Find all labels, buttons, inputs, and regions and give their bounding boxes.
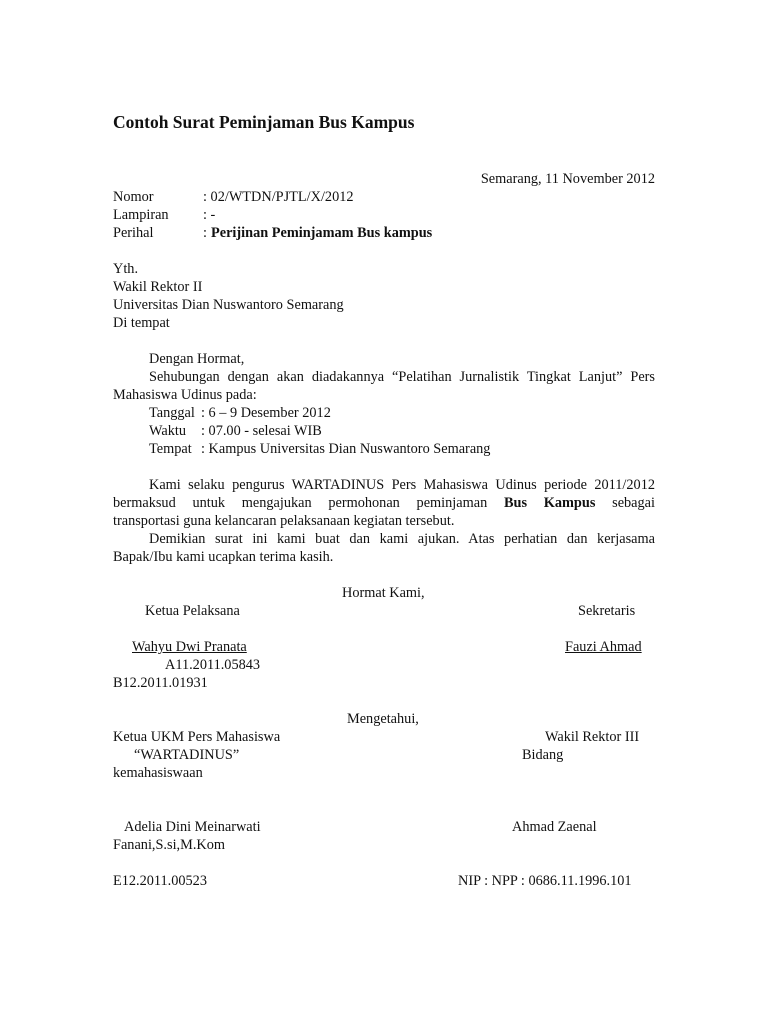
p3-line-1: Demikian surat ini kami buat dan kami ajukan. Atas perhatian dan kerjasama: [149, 531, 655, 547]
ukm-title-line-2: “WARTADINUS”: [134, 747, 240, 763]
tanggal-value: : 6 – 9 Desember 2012: [201, 405, 331, 421]
p2-line-2-post: sebagai: [612, 495, 655, 511]
lampiran-value: : -: [203, 207, 216, 223]
addressee-line-3: Universitas Dian Nuswantoro Semarang: [113, 297, 344, 313]
sekretaris-name: Fauzi Ahmad: [565, 639, 642, 655]
perihal-value: Perijinan Peminjamam Bus kampus: [211, 225, 433, 241]
waktu-value: : 07.00 - selesai WIB: [201, 423, 322, 439]
tanggal-label: Tanggal: [149, 405, 195, 421]
hormat-kami: Hormat Kami,: [342, 585, 425, 601]
addressee-line-2: Wakil Rektor II: [113, 279, 203, 295]
wr3-name-line-2: Fanani,S.si,M.Kom: [113, 837, 226, 853]
ukm-id: E12.2011.00523: [113, 873, 207, 889]
ketua-pelaksana-title: Ketua Pelaksana: [145, 603, 240, 619]
tempat-value: : Kampus Universitas Dian Nuswantoro Semarang: [201, 441, 491, 457]
ukm-name: Adelia Dini Meinarwati: [124, 819, 261, 835]
p2-line-1: Kami selaku pengurus WARTADINUS Pers Mahasiswa Udinus periode 2011/2012: [149, 477, 655, 493]
p2-line-2-pre: bermaksud untuk mengajukan permohonan peminjaman: [113, 495, 488, 511]
sekretaris-title: Sekretaris: [578, 603, 636, 619]
ketua-pelaksana-name: Wahyu Dwi Pranata: [132, 639, 247, 655]
greeting: Dengan Hormat,: [149, 351, 245, 367]
ukm-title-line-1: Ketua UKM Pers Mahasiswa: [113, 729, 281, 745]
letter-title: Contoh Surat Peminjaman Bus Kampus: [113, 112, 415, 132]
nomor-value: : 02/WTDN/PJTL/X/2012: [203, 189, 354, 205]
addressee-line-1: Yth.: [113, 261, 139, 277]
waktu-label: Waktu: [149, 423, 186, 439]
wr3-title-line-3: kemahasiswaan: [113, 765, 203, 781]
nomor-label: Nomor: [113, 189, 154, 205]
tempat-label: Tempat: [149, 441, 192, 457]
wr3-name-line-1: Ahmad Zaenal: [512, 819, 597, 835]
bus-kampus-emphasis: Bus Kampus: [503, 495, 596, 511]
p1-line-2: Mahasiswa Udinus pada:: [113, 387, 257, 403]
perihal-colon: :: [203, 225, 207, 241]
p2-line-3: transportasi guna kelancaran pelaksanaan kegiatan tersebut.: [113, 513, 455, 529]
lampiran-label: Lampiran: [113, 207, 169, 223]
wr3-title-line-1: Wakil Rektor III: [545, 729, 640, 745]
wr3-title-line-2: Bidang: [522, 747, 564, 763]
ketua-pelaksana-id: A11.2011.05843: [165, 657, 261, 673]
p1-line-1: Sehubungan dengan akan diadakannya “Pelatihan Jurnalistik Tingkat Lanjut” Pers: [149, 369, 655, 385]
sekretaris-id: B12.2011.01931: [113, 675, 208, 691]
p2-line-2: [113, 494, 655, 512]
addressee-line-4: Di tempat: [113, 315, 170, 331]
place-date: Semarang, 11 November 2012: [480, 171, 655, 187]
mengetahui: Mengetahui,: [347, 711, 419, 727]
wr3-id: NIP : NPP : 0686.11.1996.101: [458, 873, 632, 889]
p3-line-2: Bapak/Ibu kami ucapkan terima kasih.: [113, 549, 334, 565]
perihal-label: Perihal: [113, 225, 154, 241]
